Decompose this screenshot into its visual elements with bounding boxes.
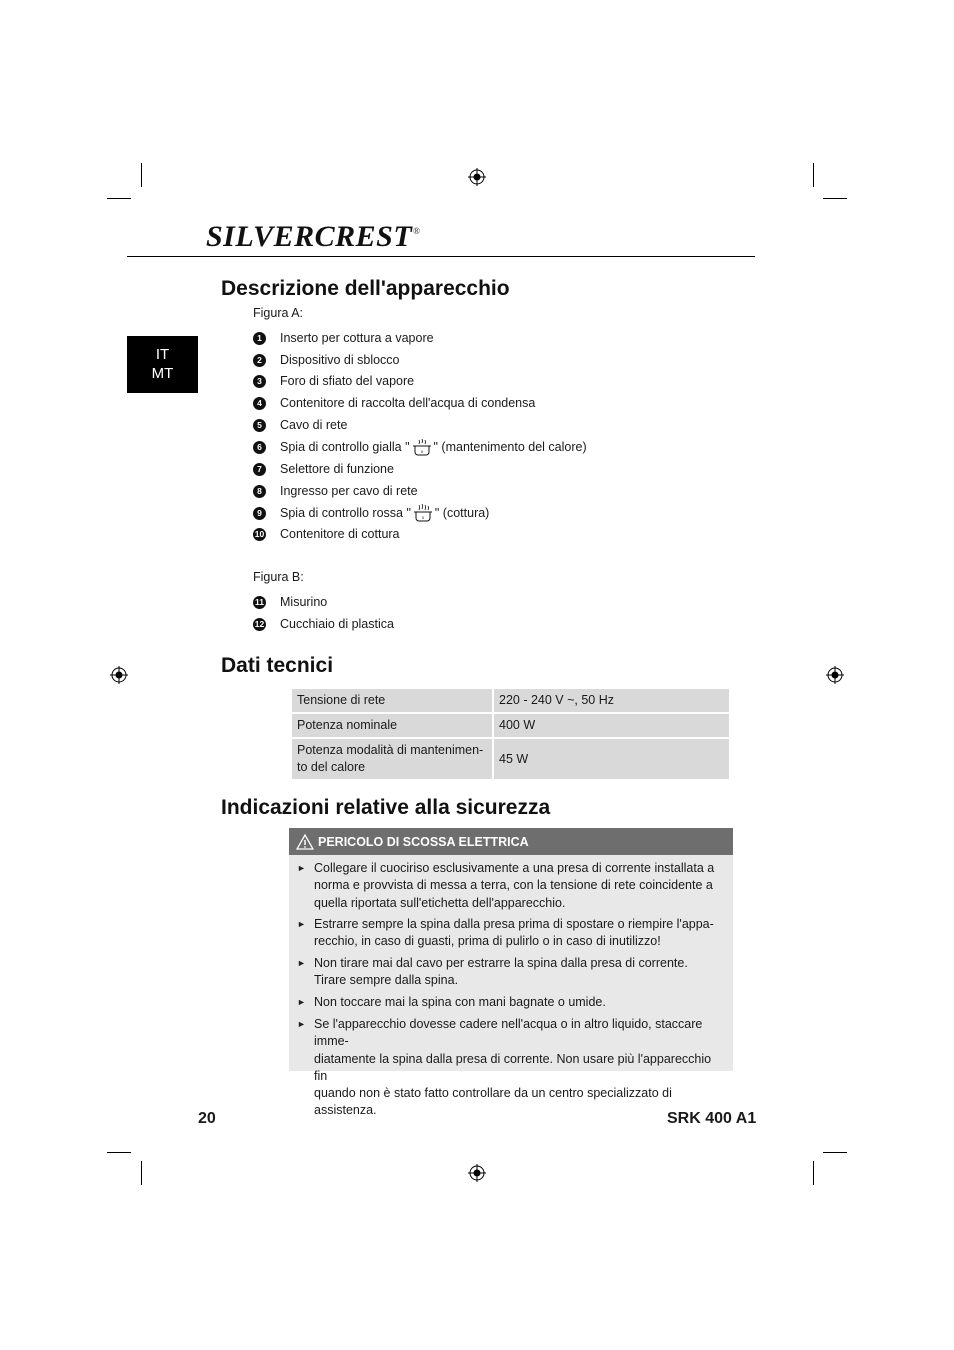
item-text: Misurino — [280, 595, 328, 609]
crop-mark — [141, 163, 142, 187]
warning-header — [289, 828, 733, 855]
bullet-line: norma e provvista di messa a terra, con la tensione di rete coincidente a — [314, 878, 713, 893]
bullet-arrow-icon: ► — [297, 997, 306, 1007]
item-text: Selettore di funzione — [280, 462, 394, 476]
crop-mark — [823, 1152, 847, 1153]
list-item — [253, 394, 535, 412]
list-item — [297, 1016, 727, 1120]
item-text: Foro di sfiato del vapore — [280, 374, 415, 388]
list-item — [297, 994, 727, 1011]
language-tab — [127, 336, 198, 393]
registration-mark-icon — [468, 1164, 486, 1182]
table-row — [291, 738, 730, 780]
brand-logo: SILVERCREST® — [206, 220, 421, 253]
list-item — [297, 955, 727, 990]
table-cell-key — [291, 738, 493, 780]
registration-mark-icon — [826, 666, 844, 684]
item-text: Contenitore di raccolta dell'acqua di condensa — [280, 396, 536, 410]
list-item — [253, 504, 489, 522]
bullet-line: Tirare sempre dalla spina. — [314, 973, 459, 988]
item-text: Ingresso per cavo di rete — [280, 484, 418, 498]
bullet-arrow-icon: ► — [297, 958, 306, 968]
bullet-line: recchio, in caso di guasti, prima di pulirlo o in caso di inutilizzo! — [314, 934, 661, 949]
list-item — [253, 460, 394, 478]
header-rule — [127, 256, 755, 257]
list-item — [297, 916, 727, 951]
warning-title: PERICOLO DI SCOSSA ELETTRICA — [318, 834, 529, 849]
svg-text:0: 0 — [420, 449, 423, 454]
item-text: Spia di controllo rossa " — [280, 506, 411, 520]
model-number: SRK 400 A1 — [667, 1110, 757, 1127]
list-item — [253, 372, 414, 390]
list-item — [253, 525, 400, 543]
table-cell-value: 220 - 240 V ~, 50 Hz — [493, 688, 730, 713]
table-cell-key: Potenza nominale — [291, 713, 493, 738]
list-item — [253, 593, 327, 611]
crop-mark — [823, 198, 847, 199]
table-cell-key: Tensione di rete — [291, 688, 493, 713]
bullet-arrow-icon: ► — [297, 863, 306, 873]
figure-b-label: Figura B: — [253, 570, 304, 584]
item-text: Contenitore di cottura — [280, 527, 400, 541]
bullet-line: Non tirare mai dal cavo per estrarre la spina dalla presa di corrente. — [314, 956, 688, 970]
tech-data-table — [290, 687, 731, 781]
table-cell-value: 45 W — [493, 738, 730, 780]
item-number: 10 — [254, 528, 265, 539]
item-number: 11 — [255, 596, 264, 607]
registration-mark-icon — [110, 666, 128, 684]
item-text: Spia di controllo gialla " — [280, 440, 410, 454]
page-number: 20 — [198, 1110, 216, 1127]
item-number: 5 — [253, 419, 266, 432]
crop-mark — [107, 198, 131, 199]
figure-a-label: Figura A: — [253, 306, 304, 320]
crop-mark — [813, 163, 814, 187]
item-number: 1 — [253, 332, 266, 345]
item-number: 3 — [253, 375, 266, 388]
key-line: to del calore — [297, 760, 366, 774]
language-code: MT — [151, 365, 174, 382]
pot-warm-icon — [410, 438, 434, 456]
warning-box — [289, 828, 733, 1118]
key-line: Potenza modalità di mantenimen- — [297, 743, 484, 757]
table-row — [291, 688, 730, 713]
list-item — [253, 351, 400, 369]
item-number: 9 — [253, 507, 266, 520]
bullet-line: quando non è stato fatto controllare da un centro specializzato di assistenza. — [314, 1086, 672, 1118]
bullet-line: quella riportata sull'etichetta dell'apparecchio. — [314, 895, 566, 910]
list-item — [297, 860, 727, 912]
bullet-line: Collegare il cuociriso esclusivamente a una presa di corrente installata a — [314, 861, 715, 875]
item-number: 7 — [253, 463, 266, 476]
item-text: " (mantenimento del calore) — [433, 440, 587, 454]
item-number: 4 — [253, 397, 266, 410]
pot-cooking-icon — [411, 504, 435, 522]
list-item — [253, 615, 394, 633]
list-item — [253, 416, 347, 434]
svg-text:0: 0 — [421, 515, 425, 520]
bullet-arrow-icon: ► — [297, 1019, 306, 1029]
bullet-line: Non toccare mai la spina con mani bagnate o umide. — [314, 995, 606, 1009]
section-title-safety: Indicazioni relative alla sicurezza — [221, 796, 551, 819]
list-item — [253, 482, 418, 500]
bullet-line: diatamente la spina dalla presa di corrente. Non usare più l'apparecchio fin — [314, 1051, 712, 1083]
registration-mark-icon — [468, 168, 486, 186]
item-number: 2 — [253, 354, 266, 367]
item-number: 8 — [253, 485, 266, 498]
warning-icon — [296, 834, 314, 850]
section-title-description: Descrizione dell'apparecchio — [221, 277, 510, 300]
section-title-tech: Dati tecnici — [221, 654, 334, 677]
crop-mark — [141, 1161, 142, 1185]
list-item — [253, 438, 587, 456]
bullet-line: Se l'apparecchio dovesse cadere nell'acqua o in altro liquido, staccare imme- — [314, 1017, 703, 1049]
item-text: Inserto per cottura a vapore — [280, 331, 434, 345]
table-row — [291, 713, 730, 738]
item-text: Cucchiaio di plastica — [280, 617, 394, 631]
item-number: 6 — [253, 441, 266, 454]
bullet-arrow-icon: ► — [297, 919, 306, 929]
item-number: 12 — [254, 618, 265, 629]
item-text: " (cottura) — [434, 506, 490, 520]
item-text: Dispositivo di sblocco — [280, 353, 400, 367]
list-item — [253, 329, 434, 347]
bullet-line: Estrarre sempre la spina dalla presa prima di spostare o riempire l'appa- — [314, 917, 714, 931]
crop-mark — [107, 1152, 131, 1153]
language-code: IT — [155, 346, 170, 363]
item-text: Cavo di rete — [280, 418, 348, 432]
crop-mark — [813, 1161, 814, 1185]
table-cell-value: 400 W — [493, 713, 730, 738]
